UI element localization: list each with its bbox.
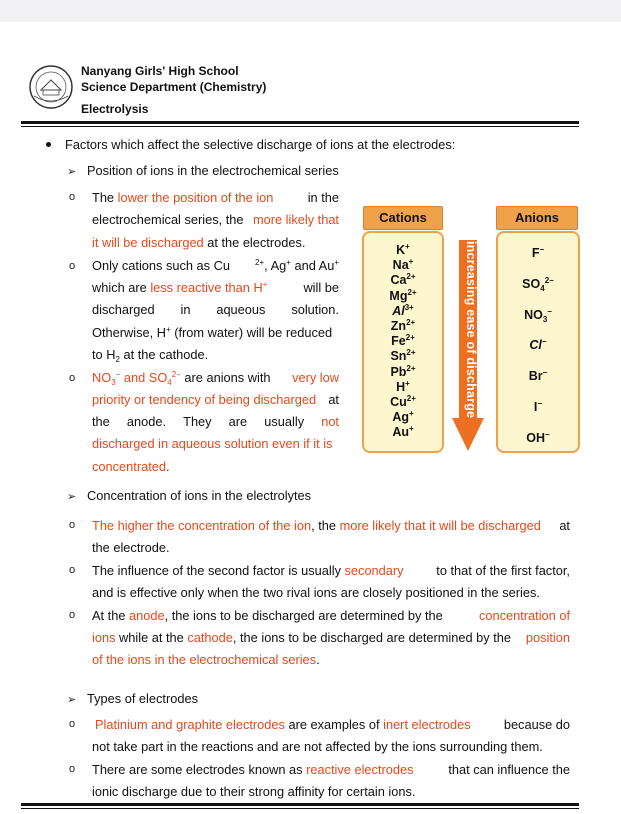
school-crest-logo	[28, 64, 74, 110]
s2p1-line2: the electrode.	[92, 540, 170, 555]
anion-ion: I−	[533, 399, 543, 414]
footer-rule	[21, 803, 579, 806]
s1p3-line2: priority or tendency of being discharged at	[92, 392, 339, 407]
header-rule-thin	[21, 126, 579, 127]
s3p1-line2: not take part in the reactions and are not affected by the ions surrounding them.	[92, 739, 543, 754]
s1p3-line1: $NO_3^-$ and $SO_4^{2-}$ are anions with very low	[92, 370, 339, 387]
anions-label: Anions	[496, 206, 578, 230]
arrow-marker-icon: ➢	[67, 166, 77, 178]
cations-box	[362, 231, 444, 453]
department-name: Science Department (Chemistry)	[81, 80, 267, 94]
arrow-marker-icon: ➢	[67, 491, 77, 503]
cation-ion: K+	[396, 242, 410, 257]
s3p2-line1: There are some electrodes known as reactive electrodes that can influence the	[92, 762, 570, 777]
cation-ion: Na+	[392, 257, 414, 273]
header-rule	[21, 121, 579, 124]
cation-ion: $Pb^{2+}$	[390, 363, 416, 379]
s3p1-line1: Platinium and graphite electrodes are examples of inert electrodes because do	[95, 717, 570, 732]
cation-ion: $Al^{3+}$	[392, 302, 414, 318]
cation-ion: $Fe^{2+}$	[391, 333, 415, 349]
anion-ion: $NO_3^-$	[524, 306, 552, 324]
school-name: Nanyang Girls' High School	[81, 64, 239, 78]
circle-marker: o	[69, 763, 76, 775]
anion-ion: F−	[531, 245, 545, 260]
cation-ion: $Cu^{2+}$	[390, 394, 416, 409]
cation-ion: Ag+	[392, 409, 414, 425]
s1p2-line3: discharged in aqueous solution.	[92, 302, 339, 317]
section1-heading: Position of ions in the electrochemical series	[87, 163, 339, 178]
cation-ion: H+	[396, 378, 410, 394]
circle-marker: o	[69, 519, 76, 531]
cation-ion: $Zn^{2+}$	[390, 318, 416, 333]
s1p1-line2: electrochemical series, the more likely that	[92, 212, 339, 227]
circle-marker: o	[69, 564, 76, 576]
s1p3-line4: discharged in aqueous solution even if it is	[92, 436, 333, 451]
footer-rule-thin	[21, 808, 579, 809]
s2p1-line1: The higher the concentration of the ion, the more likely that it will be discharged at	[92, 518, 570, 533]
intro-text: Factors which affect the selective discharge of ions at the electrodes:	[65, 137, 456, 152]
circle-marker: o	[69, 718, 76, 730]
circle-marker: o	[69, 191, 76, 203]
anions-box	[496, 231, 580, 453]
cation-ion: $Mg^{2+}$	[389, 287, 417, 303]
anion-ion: Cl−	[529, 337, 547, 353]
anion-ion: Br−	[528, 368, 548, 384]
s1p2-line1: Only cations such as Cu $^{2+}$, Ag+ and Au+	[92, 258, 339, 273]
s1p3-line3: the anode. They are usually not	[92, 414, 339, 429]
arrow-marker-icon: ➢	[67, 694, 77, 706]
s1p2-line4: Otherwise, H+ (from water) will be reduced	[92, 325, 333, 340]
s1p1-line1: The lower the position of the ion in the	[92, 190, 339, 205]
s1p1-line3: it will be discharged at the electrodes.	[92, 235, 306, 250]
s1p2-line5: to $H_2$ at the cathode.	[92, 347, 209, 364]
section3-heading: Types of electrodes	[87, 691, 198, 706]
cation-ion: $Ca^{2+}$	[390, 272, 416, 288]
s2p2-line1: The influence of the second factor is usually secondary to that of the first factor,	[92, 563, 570, 578]
s2p3-line1: At the anode, the ions to be discharged are determined by the concentration of	[92, 608, 570, 623]
circle-marker: o	[69, 372, 76, 384]
cations-label: Cations	[363, 206, 443, 230]
s1p3-line5: concentrated.	[92, 459, 170, 474]
anion-ion: OH−	[526, 429, 550, 445]
s3p2-line2: ionic discharge due to their strong affinity for certain ions.	[92, 784, 416, 799]
bullet-dot	[46, 142, 51, 147]
arrow-label: increasing ease of discharge	[464, 241, 478, 419]
cation-ion: $Sn^{2+}$	[390, 348, 416, 364]
circle-marker: o	[69, 260, 76, 272]
s2p2-line2: and is effective only when the two rival ions are closely positioned in the series.	[92, 585, 540, 600]
circle-marker: o	[69, 609, 76, 621]
section2-heading: Concentration of ions in the electrolytes	[87, 488, 312, 503]
top-band	[0, 0, 621, 22]
s2p3-line2: ions while at the cathode, the ions to be discharged are determined by the position	[92, 630, 570, 645]
s1p2-line2: which are less reactive than H+ will be	[92, 280, 339, 295]
s2p3-line3: of the ions in the electrochemical series.	[92, 652, 320, 667]
cation-ion: Au+	[392, 424, 414, 440]
anion-ion: $SO_4^{2-}$	[522, 275, 554, 293]
topic-title: Electrolysis	[81, 102, 149, 116]
